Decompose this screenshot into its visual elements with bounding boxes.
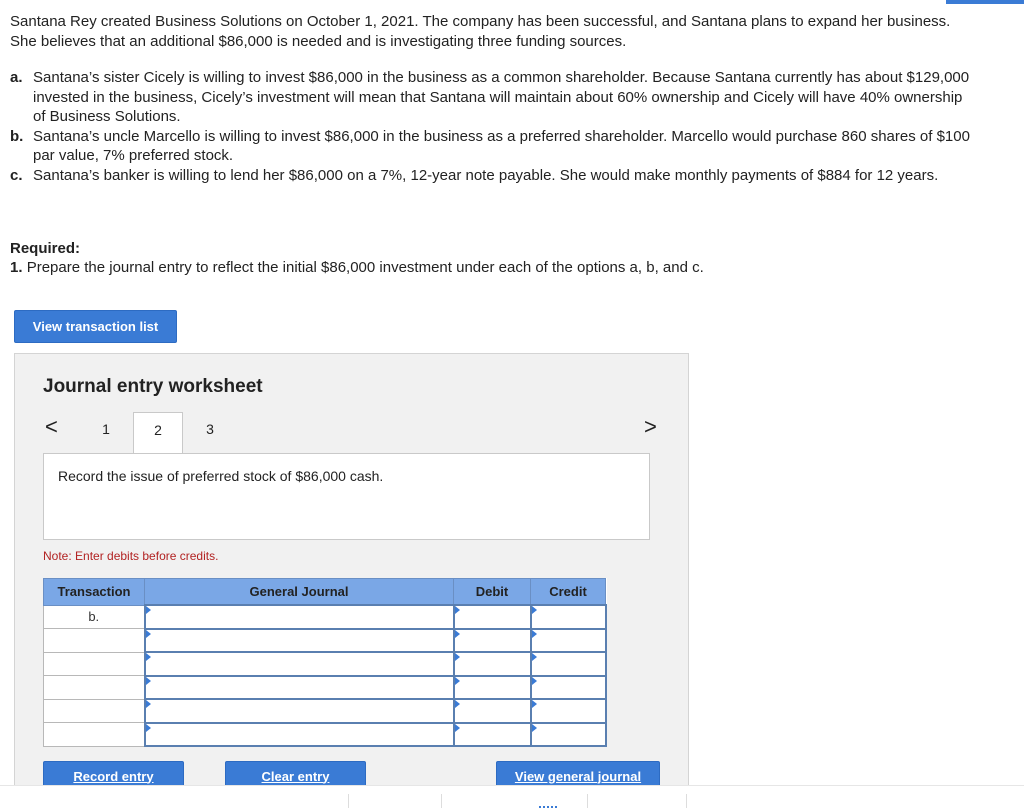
transaction-cell — [44, 699, 145, 723]
option-text: Santana’s sister Cicely is willing to invest $86,000 in the business as a common shareholder. Because Santana currently has about $129,000 invested in the business, Cicely’s investment will mean that Santana will maintain about 60% ownership and Cicely will have 40% ownership of Business Solutions. — [33, 69, 970, 125]
transaction-description: Record the issue of preferred stock of $86,000 cash. — [58, 468, 384, 484]
view-transaction-list-button[interactable]: View transaction list — [14, 310, 177, 343]
account-input[interactable] — [146, 629, 457, 653]
credit-cell[interactable] — [531, 605, 606, 629]
credit-input[interactable] — [532, 699, 609, 723]
option-text: Santana’s uncle Marcello is willing to invest $86,000 in the business as a preferred shareholder. Marcello would purchase 860 shares of $100 par value, 7% preferred stock. — [33, 127, 970, 164]
required-text: Prepare the journal entry to reflect the initial $86,000 investment under each of the options a, b, and c. — [26, 259, 704, 276]
debit-cell[interactable] — [454, 676, 531, 700]
dropdown-marker-icon — [455, 700, 460, 708]
transaction-cell: b. — [44, 605, 145, 629]
account-cell[interactable] — [145, 605, 454, 629]
credit-input[interactable] — [532, 723, 609, 747]
debit-cell[interactable] — [454, 699, 531, 723]
problem-intro: Santana Rey created Business Solutions on October 1, 2021. The company has been successful, and Santana plans to expand her business. She believes that an additional $86,000 is needed and is investigating three funding sources. — [10, 13, 951, 50]
debit-input[interactable] — [455, 699, 534, 723]
debit-cell[interactable] — [454, 629, 531, 653]
credit-input[interactable] — [532, 629, 609, 653]
dropdown-marker-icon — [532, 653, 537, 661]
debit-cell[interactable] — [454, 605, 531, 629]
credit-cell[interactable] — [531, 676, 606, 700]
bottom-toolbar — [0, 785, 1024, 810]
journal-table — [43, 578, 607, 747]
toolbar-divider — [686, 794, 687, 808]
debit-credit-note: Note: Enter debits before credits. — [43, 549, 219, 563]
dropdown-marker-icon — [455, 630, 460, 638]
transaction-cell — [44, 629, 145, 653]
debit-input[interactable] — [455, 676, 534, 700]
debit-input[interactable] — [455, 605, 534, 629]
journal-header-row — [44, 579, 606, 606]
header-credit: Credit — [531, 579, 606, 606]
account-cell[interactable] — [145, 723, 454, 747]
credit-input[interactable] — [532, 652, 609, 676]
credit-input[interactable] — [532, 676, 609, 700]
credit-input[interactable] — [532, 605, 609, 629]
dropdown-marker-icon — [532, 630, 537, 638]
account-cell[interactable] — [145, 699, 454, 723]
chevron-right-icon[interactable]: > — [644, 414, 657, 439]
dropdown-marker-icon — [146, 653, 151, 661]
record-entry-button[interactable]: Record entry — [43, 761, 184, 791]
option-letter: c. — [10, 166, 23, 184]
account-input[interactable] — [146, 652, 457, 676]
transaction-cell — [44, 652, 145, 676]
credit-cell[interactable] — [531, 652, 606, 676]
journal-entry-worksheet — [14, 353, 689, 793]
credit-cell[interactable] — [531, 723, 606, 747]
account-cell[interactable] — [145, 652, 454, 676]
dropdown-marker-icon — [532, 606, 537, 614]
credit-cell[interactable] — [531, 699, 606, 723]
option-a — [10, 68, 970, 127]
table-row — [44, 699, 606, 723]
header-general-journal: General Journal — [145, 579, 454, 606]
tab-1[interactable]: 1 — [102, 421, 110, 437]
dropdown-marker-icon — [532, 724, 537, 732]
table-row — [44, 652, 606, 676]
toolbar-divider — [441, 794, 442, 808]
credit-cell[interactable] — [531, 629, 606, 653]
dropdown-marker-icon — [146, 677, 151, 685]
option-letter: a. — [10, 69, 23, 86]
dropdown-marker-icon — [455, 677, 460, 685]
grid-icon[interactable] — [539, 806, 557, 810]
top-accent-bar — [946, 0, 1024, 4]
dropdown-marker-icon — [146, 724, 151, 732]
dropdown-marker-icon — [146, 700, 151, 708]
debit-input[interactable] — [455, 652, 534, 676]
required-instruction — [10, 259, 704, 276]
toolbar-divider — [587, 794, 588, 808]
option-letter: b. — [10, 127, 24, 145]
dropdown-marker-icon — [146, 606, 151, 614]
funding-options-list — [10, 68, 970, 185]
view-general-journal-button[interactable]: View general journal — [496, 761, 660, 791]
tab-2[interactable]: 2 — [133, 412, 183, 454]
transaction-cell — [44, 676, 145, 700]
table-row — [44, 723, 606, 747]
dropdown-marker-icon — [532, 700, 537, 708]
header-debit: Debit — [454, 579, 531, 606]
required-heading: Required: — [10, 240, 81, 257]
debit-cell[interactable] — [454, 652, 531, 676]
clear-entry-button[interactable]: Clear entry — [225, 761, 366, 791]
option-text: Santana’s banker is willing to lend her $86,000 on a 7%, 12-year note payable. She would make monthly payments of $884 for 12 years. — [33, 166, 939, 184]
account-input[interactable] — [146, 605, 457, 629]
dropdown-marker-icon — [532, 677, 537, 685]
dropdown-marker-icon — [455, 724, 460, 732]
account-input[interactable] — [146, 676, 457, 700]
worksheet-title: Journal entry worksheet — [43, 376, 263, 397]
debit-input[interactable] — [455, 629, 534, 653]
account-cell[interactable] — [145, 676, 454, 700]
chevron-left-icon[interactable]: < — [45, 414, 58, 439]
dropdown-marker-icon — [455, 606, 460, 614]
tab-3[interactable]: 3 — [206, 421, 214, 437]
account-input[interactable] — [146, 723, 457, 747]
debit-cell[interactable] — [454, 723, 531, 747]
option-b — [10, 127, 970, 166]
required-number: 1. — [10, 259, 23, 276]
transaction-description-box — [43, 453, 650, 540]
dropdown-marker-icon — [455, 653, 460, 661]
table-row — [44, 676, 606, 700]
debit-input[interactable] — [455, 723, 534, 747]
dropdown-marker-icon — [146, 630, 151, 638]
toolbar-divider — [348, 794, 349, 808]
transaction-cell — [44, 723, 145, 747]
account-cell[interactable] — [145, 629, 454, 653]
header-transaction: Transaction — [44, 579, 145, 606]
account-input[interactable] — [146, 699, 457, 723]
table-row — [44, 629, 606, 653]
option-c — [10, 166, 970, 186]
table-row — [44, 605, 606, 629]
